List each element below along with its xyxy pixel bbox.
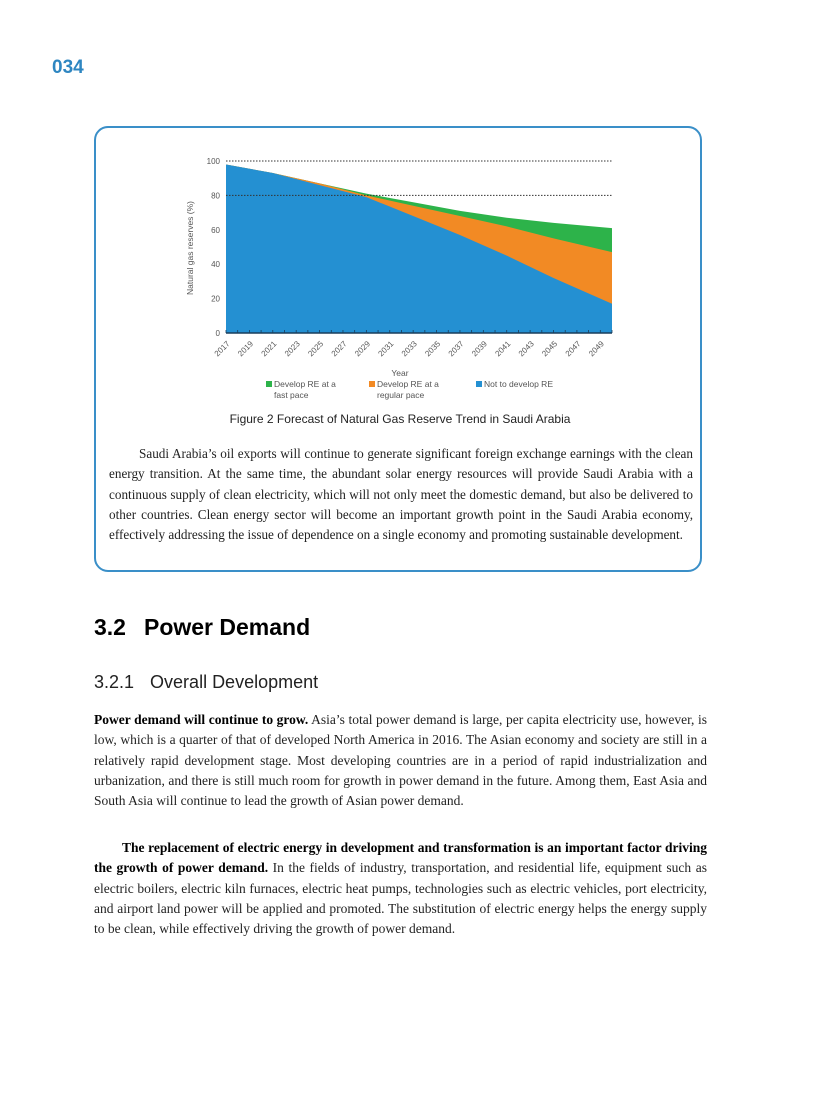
subsection-heading <box>94 672 318 693</box>
page-number: 034 <box>52 57 84 78</box>
x-tick-label: 2021 <box>259 339 279 359</box>
x-tick-label: 2039 <box>470 339 489 359</box>
legend-label: Not to develop RE <box>484 379 553 389</box>
subsection-title: Overall Development <box>150 672 319 692</box>
paragraph-lead: Power demand will continue to grow. <box>94 712 309 727</box>
section-title: Power Demand <box>143 614 311 640</box>
y-tick-label: 60 <box>211 225 220 235</box>
paragraph-text: In the fields of industry, transportation, and residential life, equipment such as electric boilers, electric kiln furnaces, electric heat pumps, technologies such as electric vehicles, port electricity, and airport land power will be applied and promoted. The substitution of electric energy helps the energy supply to be clean, while effectively driving the growth of power demand. <box>94 860 707 937</box>
x-tick-label: 2043 <box>516 339 536 359</box>
x-tick-label: 2019 <box>236 339 256 359</box>
x-tick-label: 2037 <box>446 339 466 359</box>
y-tick-label: 80 <box>211 191 220 201</box>
figure-box <box>94 126 702 572</box>
x-tick-label: 2025 <box>306 339 326 359</box>
section-number: 3.2 <box>94 614 126 640</box>
y-tick-label: 40 <box>211 260 220 270</box>
chart-legend <box>266 379 553 400</box>
legend-label: Develop RE at a <box>274 379 336 389</box>
figure-caption: Figure 2 Forecast of Natural Gas Reserve Trend in Saudi Arabia <box>229 412 571 426</box>
legend-label-line2: regular pace <box>377 390 425 400</box>
area-chart <box>96 128 704 408</box>
legend-swatch <box>369 381 375 387</box>
x-tick-label: 2041 <box>493 339 513 359</box>
section-heading <box>94 614 310 641</box>
paragraph <box>94 838 707 939</box>
y-tick-label: 20 <box>211 294 220 304</box>
figure-body-text: Saudi Arabia’s oil exports will continue to generate significant foreign exchange earnings with the clean energy transition. At the same time, the abundant solar energy resources will provide Saudi Arabia with a continuous supply of clean electricity, which will not only meet the domestic demand, but also be delivered to other countries. Clean energy sector will become an important growth point in the Saudi Arabia economy, effectively addressing the issue of dependence on a single economy and promoting sustainable development. <box>109 446 693 543</box>
subsection-number: 3.2.1 <box>94 672 135 692</box>
legend-label: Develop RE at a <box>377 379 439 389</box>
x-tick-label: 2047 <box>563 339 583 359</box>
paragraph-text: Asia’s total power demand is large, per capita electricity use, however, is low, which is a quarter of that of developed North America in 2016. The Asian economy and society are still in a relatively rapid development stage. Most developing countries are in a period of rapid industrialization and urbanization, and there is still much room for growth in power demand in the future. Among them, East Asia and South Asia will continue to lead the growth of Asian power demand. <box>94 712 707 809</box>
x-tick-label: 2049 <box>587 339 606 359</box>
x-tick-label: 2027 <box>329 339 349 359</box>
x-tick-label: 2033 <box>399 339 419 359</box>
legend-label-line2: fast pace <box>274 390 309 400</box>
y-axis-title: Natural gas reserves (%) <box>185 200 195 296</box>
x-tick-label: 2023 <box>282 339 302 359</box>
y-tick-label: 100 <box>206 157 220 166</box>
y-tick-label: 0 <box>215 329 220 338</box>
x-tick-label: 2045 <box>540 339 560 359</box>
x-tick-label: 2031 <box>376 339 396 359</box>
legend-swatch <box>476 381 482 387</box>
x-tick-label: 2029 <box>353 339 373 359</box>
legend-swatch <box>266 381 272 387</box>
x-tick-label: 2035 <box>423 339 443 359</box>
x-axis-title: Year <box>391 368 409 378</box>
paragraph <box>94 710 707 811</box>
paragraph-lead: The replacement of electric energy in development and transformation is an important factor driving the growth of power demand. <box>94 840 707 876</box>
x-tick-label: 2017 <box>212 339 232 359</box>
